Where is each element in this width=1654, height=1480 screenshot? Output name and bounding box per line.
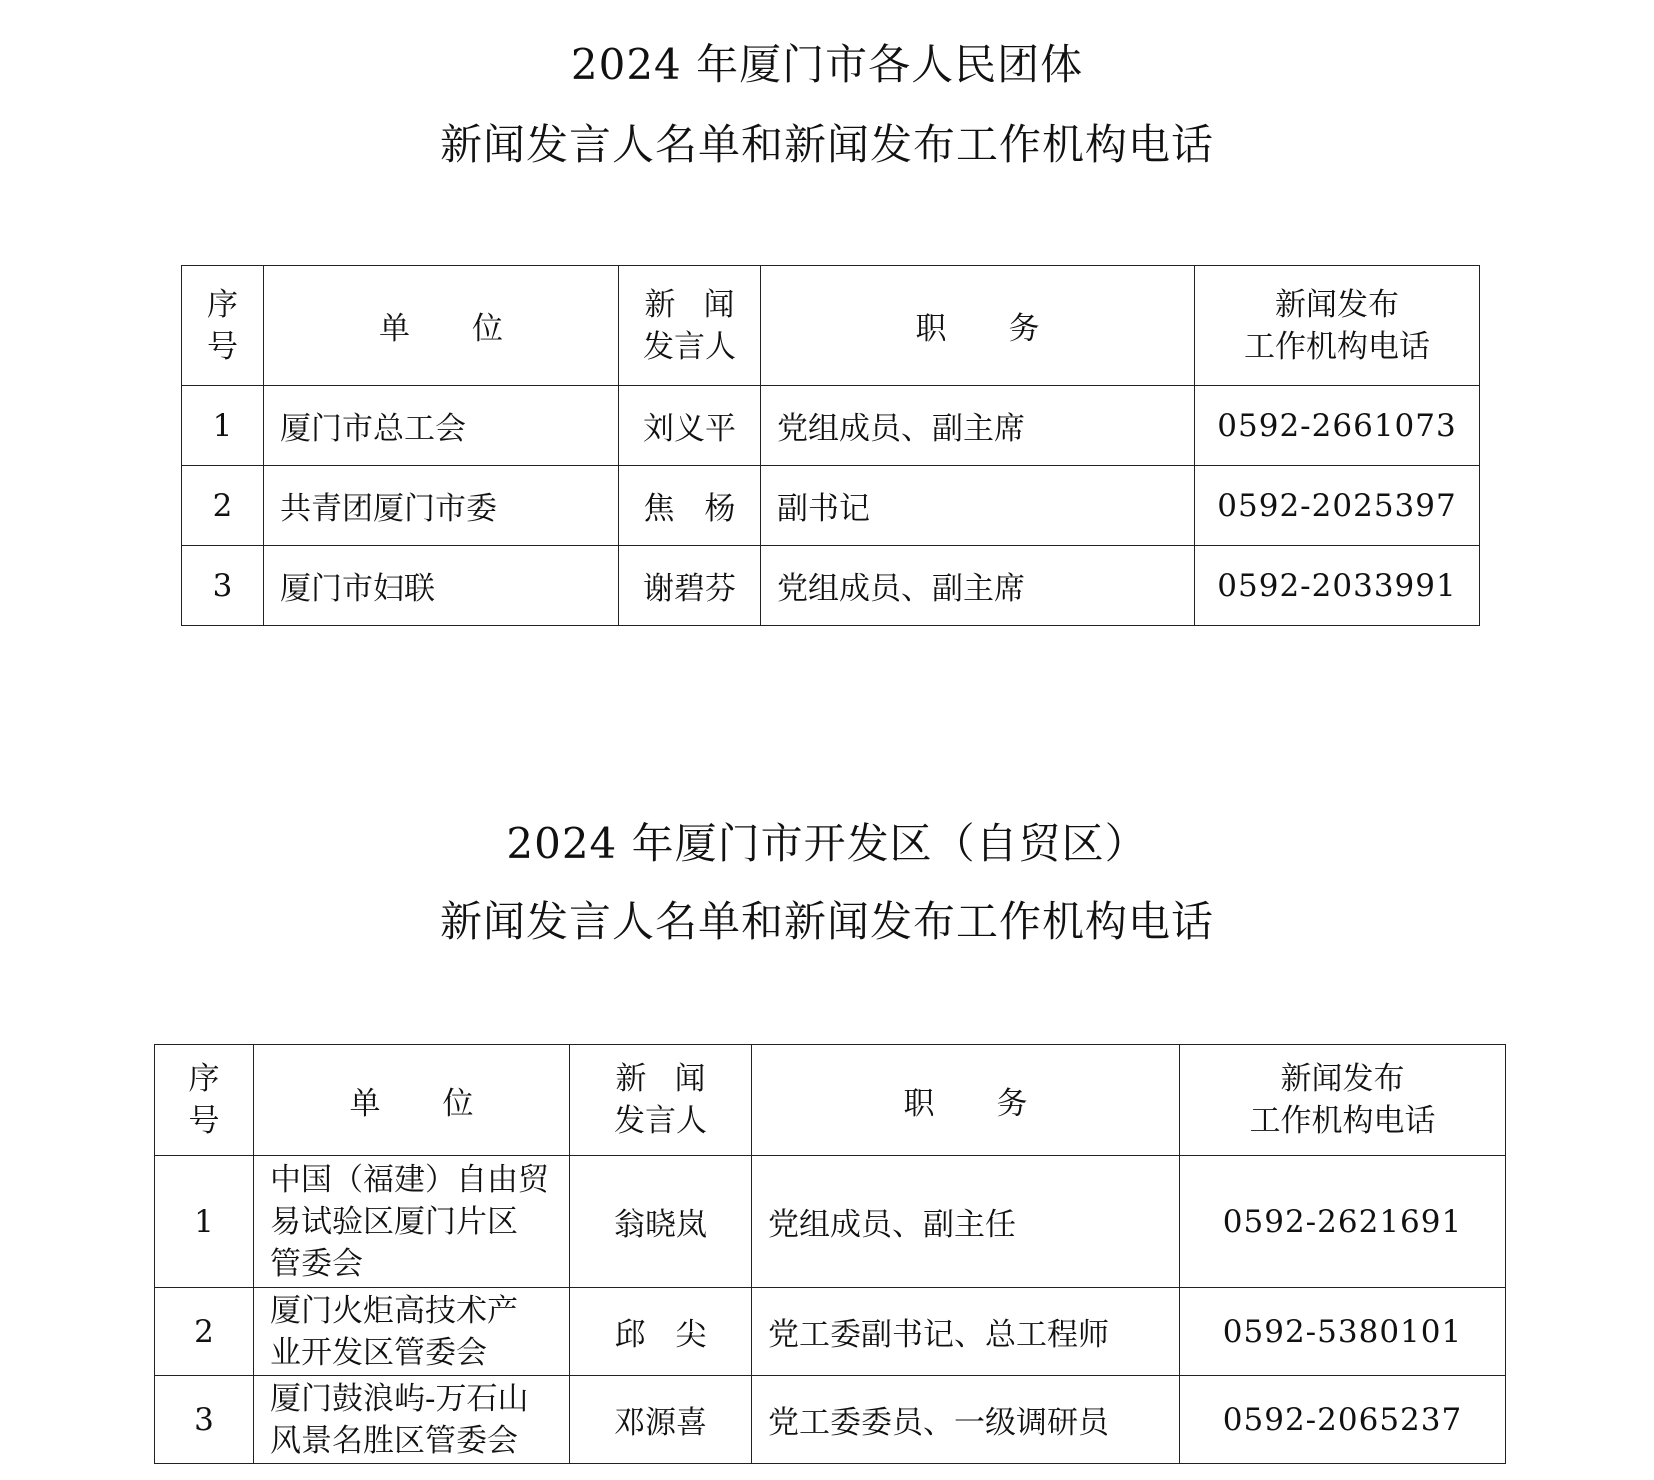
row-spokesperson: 邱尖 <box>570 1288 752 1376</box>
row-position: 党组成员、副主席 <box>761 386 1195 466</box>
row-seq: 3 <box>155 1376 254 1464</box>
header-position: 职务 <box>761 266 1195 386</box>
row-phone: 0592-2033991 <box>1195 546 1480 626</box>
header-spokesperson: 新闻 发言人 <box>570 1045 752 1156</box>
row-unit: 厦门鼓浪屿-万石山 风景名胜区管委会 <box>254 1376 570 1464</box>
header-unit: 单位 <box>254 1045 570 1156</box>
row-unit: 厦门市妇联 <box>264 546 619 626</box>
row-seq: 2 <box>182 466 264 546</box>
row-unit: 共青团厦门市委 <box>264 466 619 546</box>
section2-title-line1: 2024 年厦门市开发区（自贸区） <box>506 819 1148 868</box>
table-row <box>182 546 1480 626</box>
table-row <box>155 1288 1506 1376</box>
row-spokesperson: 刘义平 <box>619 386 761 466</box>
section1-title-line2: 新闻发言人名单和新闻发布工作机构电话 <box>439 120 1214 169</box>
table-header-row <box>182 266 1480 386</box>
row-position: 党工委副书记、总工程师 <box>752 1288 1180 1376</box>
row-phone: 0592-2661073 <box>1195 386 1480 466</box>
row-phone: 0592-5380101 <box>1180 1288 1506 1376</box>
row-spokesperson: 谢碧芬 <box>619 546 761 626</box>
section1-table <box>181 265 1480 626</box>
row-position: 党工委委员、一级调研员 <box>752 1376 1180 1464</box>
header-seq: 序 号 <box>155 1045 254 1156</box>
row-spokesperson: 邓源喜 <box>570 1376 752 1464</box>
row-position: 党组成员、副主席 <box>761 546 1195 626</box>
header-phone: 新闻发布 工作机构电话 <box>1180 1045 1506 1156</box>
section2-title-line2: 新闻发言人名单和新闻发布工作机构电话 <box>439 897 1214 946</box>
table-row <box>155 1156 1506 1288</box>
row-unit: 厦门火炬高技术产 业开发区管委会 <box>254 1288 570 1376</box>
table-row <box>182 386 1480 466</box>
row-phone: 0592-2621691 <box>1180 1156 1506 1288</box>
row-unit: 厦门市总工会 <box>264 386 619 466</box>
header-spokesperson: 新闻 发言人 <box>619 266 761 386</box>
header-unit: 单位 <box>264 266 619 386</box>
table-row <box>155 1376 1506 1464</box>
row-phone: 0592-2025397 <box>1195 466 1480 546</box>
section1-title-line1: 2024 年厦门市各人民团体 <box>570 40 1084 89</box>
header-phone: 新闻发布 工作机构电话 <box>1195 266 1480 386</box>
header-position: 职务 <box>752 1045 1180 1156</box>
row-seq: 2 <box>155 1288 254 1376</box>
table-header-row <box>155 1045 1506 1156</box>
row-position: 党组成员、副主任 <box>752 1156 1180 1288</box>
row-unit: 中国（福建）自由贸 易试验区厦门片区 管委会 <box>254 1156 570 1288</box>
section2-table <box>154 1044 1506 1464</box>
row-spokesperson: 翁晓岚 <box>570 1156 752 1288</box>
row-phone: 0592-2065237 <box>1180 1376 1506 1464</box>
table-row <box>182 466 1480 546</box>
header-seq: 序 号 <box>182 266 264 386</box>
row-position: 副书记 <box>761 466 1195 546</box>
row-seq: 3 <box>182 546 264 626</box>
row-spokesperson: 焦杨 <box>619 466 761 546</box>
row-seq: 1 <box>155 1156 254 1288</box>
row-seq: 1 <box>182 386 264 466</box>
